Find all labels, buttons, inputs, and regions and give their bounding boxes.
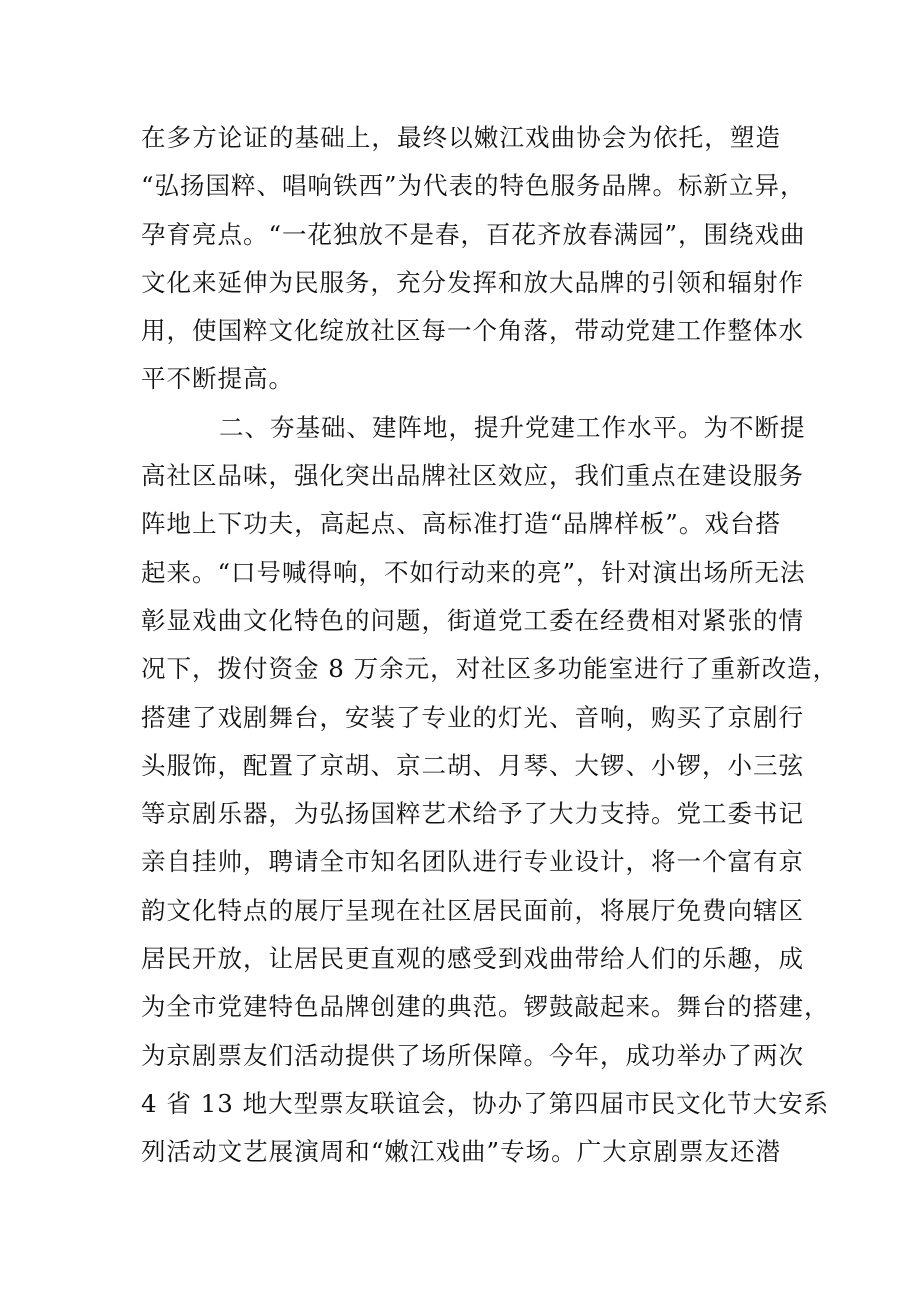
text-line: 起来。“口号喊得响，不如行动来的亮”，针对演出场所无法 bbox=[141, 557, 806, 587]
text-line: 列活动文艺展演周和“嫩江戏曲”专场。广大京剧票友还潜 bbox=[141, 1137, 781, 1167]
text-line: 彰显戏曲文化特色的问题，街道党工委在经费相对紧张的情 bbox=[141, 605, 804, 635]
text-line: 居民开放，让居民更直观的感受到戏曲带给人们的乐趣，成 bbox=[141, 944, 804, 974]
text-line: 用，使国粹文化绽放社区每一个角落，带动党建工作整体水 bbox=[141, 316, 804, 346]
text-line: 头服饰，配置了京胡、京二胡、月琴、大锣、小锣，小三弦 bbox=[141, 750, 804, 780]
text-line: 平不断提高。 bbox=[141, 364, 294, 394]
paragraph-2 bbox=[141, 404, 839, 1177]
text-line: 高社区品味，强化突出品牌社区效应，我们重点在建设服务 bbox=[141, 461, 804, 491]
text-line: 二、夯基础、建阵地，提升党建工作水平。为不断提 bbox=[219, 412, 806, 442]
text-line: 阵地上下功夫，高起点、高标准打造“品牌样板”。戏台搭 bbox=[141, 509, 781, 539]
text-line: 为京剧票友们活动提供了场所保障。今年，成功举办了两次 bbox=[141, 1040, 804, 1070]
text-line: 4 省 13 地大型票友联谊会，协办了第四届市民文化节大安系 bbox=[141, 1088, 830, 1118]
document-body bbox=[141, 114, 839, 1177]
text-line: 搭建了戏剧舞台，安装了专业的灯光、音响，购买了京剧行 bbox=[141, 702, 804, 732]
text-line: 韵文化特点的展厅呈现在社区居民面前，将展厅免费向辖区 bbox=[141, 895, 804, 925]
text-line: 况下，拨付资金 8 万余元，对社区多功能室进行了重新改造， bbox=[141, 654, 839, 684]
text-line: 亲自挂帅，聘请全市知名团队进行专业设计，将一个富有京 bbox=[141, 847, 804, 877]
text-line: 文化来延伸为民服务，充分发挥和放大品牌的引领和辐射作 bbox=[141, 267, 804, 297]
text-line: 等京剧乐器，为弘扬国粹艺术给予了大力支持。党工委书记 bbox=[141, 799, 804, 829]
text-line: 为全市党建特色品牌创建的典范。锣鼓敲起来。舞台的搭建， bbox=[141, 992, 830, 1022]
text-line: 孕育亮点。“一花独放不是春，百花齐放春满园”，围绕戏曲 bbox=[141, 219, 806, 249]
paragraph-1 bbox=[141, 114, 806, 404]
text-line: 在多方论证的基础上，最终以嫩江戏曲协会为依托，塑造 bbox=[141, 123, 781, 152]
text-line: “弘扬国粹、唱响铁西”为代表的特色服务品牌。标新立异， bbox=[141, 171, 806, 201]
